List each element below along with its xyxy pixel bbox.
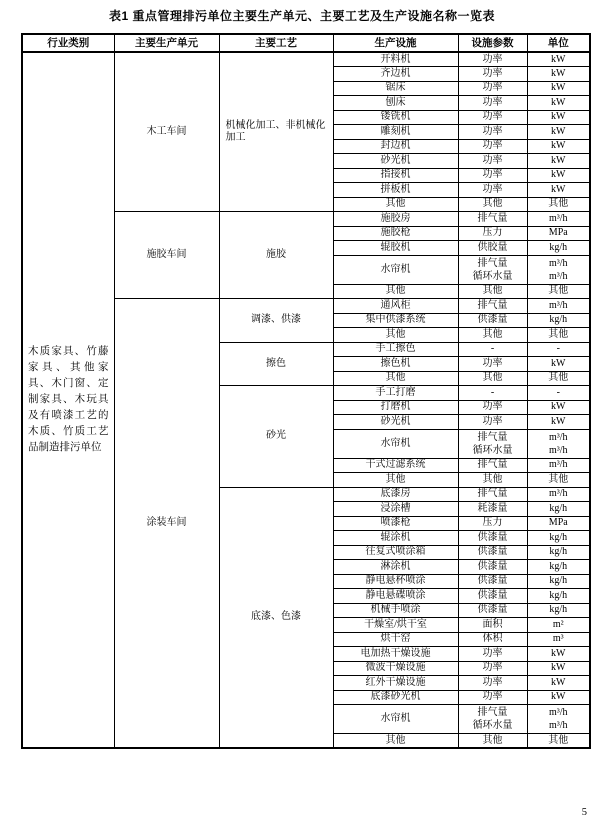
- parameter-cell: 功率: [458, 676, 527, 691]
- parameter-cell: 功率: [458, 357, 527, 372]
- parameter-line: 排气量: [477, 707, 508, 718]
- unit-cell: 其他: [527, 473, 590, 488]
- parameter-cell: 面积: [458, 618, 527, 633]
- unit-cell: kg/h: [527, 531, 590, 546]
- facility-cell: 其他: [333, 328, 458, 343]
- header-facility: 生产设施: [333, 34, 458, 52]
- parameter-cell: -: [458, 386, 527, 401]
- parameter-cell: -: [458, 342, 527, 357]
- unit-cell: kW: [527, 168, 590, 183]
- unit-cell: kW: [527, 154, 590, 169]
- production-unit-cell: 施胶车间: [114, 212, 219, 299]
- unit-cell: 其他: [527, 734, 590, 749]
- facility-cell: 底漆房: [333, 487, 458, 502]
- parameter-cell: 供漆量: [458, 531, 527, 546]
- parameter-cell: 其他: [458, 328, 527, 343]
- unit-cell: kW: [527, 183, 590, 198]
- unit-cell: 其他: [527, 328, 590, 343]
- unit-cell: kg/h: [527, 502, 590, 517]
- process-cell: 底漆、色漆: [219, 487, 333, 748]
- parameter-cell: 排气量: [458, 212, 527, 227]
- facility-cell: 淋涂机: [333, 560, 458, 575]
- facility-cell: 镂铣机: [333, 110, 458, 125]
- parameter-cell: 压力: [458, 226, 527, 241]
- table-row: [22, 52, 590, 67]
- parameter-cell: 功率: [458, 81, 527, 96]
- facility-cell: 水帘机: [333, 429, 458, 458]
- unit-cell: kg/h: [527, 589, 590, 604]
- unit-cell: kg/h: [527, 241, 590, 256]
- facility-cell: 静电悬杯喷涂: [333, 574, 458, 589]
- facility-cell: 擦色机: [333, 357, 458, 372]
- unit-cell: [527, 255, 590, 284]
- parameter-cell: 供漆量: [458, 545, 527, 560]
- facility-cell: 其他: [333, 371, 458, 386]
- unit-cell: kW: [527, 139, 590, 154]
- parameter-line: 循环水量: [472, 270, 513, 282]
- parameter-cell: 其他: [458, 371, 527, 386]
- facility-cell: 水帘机: [333, 255, 458, 284]
- facility-cell: 其他: [333, 734, 458, 749]
- facility-cell: 干式过滤系统: [333, 458, 458, 473]
- facility-cell: 红外干燥设施: [333, 676, 458, 691]
- parameter-cell: 排气量: [458, 299, 527, 314]
- unit-cell: kW: [527, 357, 590, 372]
- facility-cell: 烘干窑: [333, 632, 458, 647]
- parameter-cell: 压力: [458, 516, 527, 531]
- parameter-cell: 功率: [458, 168, 527, 183]
- unit-cell: kg/h: [527, 560, 590, 575]
- parameter-line: 循环水量: [472, 444, 513, 456]
- unit-line: m³/h: [548, 720, 568, 731]
- unit-line: m³/h: [548, 257, 568, 269]
- unit-line: m³/h: [548, 431, 568, 443]
- facility-cell: 集中供漆系统: [333, 313, 458, 328]
- parameter-cell: 其他: [458, 197, 527, 212]
- facility-cell: 打磨机: [333, 400, 458, 415]
- unit-cell: kW: [527, 647, 590, 662]
- facility-cell: 辊涂机: [333, 531, 458, 546]
- facility-cell: 喷漆枪: [333, 516, 458, 531]
- parameter-cell: 功率: [458, 647, 527, 662]
- unit-cell: kg/h: [527, 545, 590, 560]
- unit-cell: kW: [527, 67, 590, 82]
- unit-cell: m³: [527, 632, 590, 647]
- unit-cell: kW: [527, 125, 590, 140]
- facility-cell: 浸涂槽: [333, 502, 458, 517]
- facility-cell: 刨床: [333, 96, 458, 111]
- parameter-cell: 排气量: [458, 487, 527, 502]
- parameter-cell: 功率: [458, 125, 527, 140]
- parameter-cell: 耗漆量: [458, 502, 527, 517]
- unit-cell: -: [527, 342, 590, 357]
- facility-cell: 干燥室/烘干室: [333, 618, 458, 633]
- parameter-line: 排气量: [477, 431, 508, 443]
- process-cell: 施胶: [219, 212, 333, 299]
- header-production-unit: 主要生产单元: [114, 34, 219, 52]
- unit-cell: m²: [527, 618, 590, 633]
- facility-cell: 手工擦色: [333, 342, 458, 357]
- facility-cell: 其他: [333, 473, 458, 488]
- process-cell: 擦色: [219, 342, 333, 386]
- page-title: 表1 重点管理排污单位主要生产单元、主要工艺及生产设施名称一览表: [108, 9, 495, 23]
- parameter-cell: [458, 255, 527, 284]
- parameter-cell: [458, 429, 527, 458]
- process-cell: 机械化加工、非机械化加工: [219, 52, 333, 212]
- unit-cell: kg/h: [527, 574, 590, 589]
- unit-cell: MPa: [527, 516, 590, 531]
- facility-cell: 开料机: [333, 52, 458, 67]
- unit-line: m³/h: [548, 270, 568, 282]
- parameter-cell: 供漆量: [458, 589, 527, 604]
- parameter-cell: 其他: [458, 284, 527, 299]
- parameter-cell: 功率: [458, 96, 527, 111]
- facility-cell: 水帘机: [333, 705, 458, 734]
- parameter-cell: 功率: [458, 183, 527, 198]
- parameter-cell: 功率: [458, 400, 527, 415]
- unit-cell: kW: [527, 81, 590, 96]
- facility-cell: 砂光机: [333, 415, 458, 430]
- parameter-cell: [458, 705, 527, 734]
- unit-cell: kW: [527, 676, 590, 691]
- parameter-cell: 其他: [458, 473, 527, 488]
- unit-cell: kW: [527, 661, 590, 676]
- unit-cell: 其他: [527, 197, 590, 212]
- facility-cell: 通风柜: [333, 299, 458, 314]
- parameter-cell: 功率: [458, 67, 527, 82]
- unit-cell: kg/h: [527, 603, 590, 618]
- parameter-cell: 功率: [458, 661, 527, 676]
- header-parameter: 设施参数: [458, 34, 527, 52]
- process-cell: 砂光: [219, 386, 333, 488]
- unit-cell: 其他: [527, 284, 590, 299]
- process-cell: 调漆、供漆: [219, 299, 333, 343]
- unit-line: m³/h: [548, 707, 568, 718]
- facility-cell: 拼板机: [333, 183, 458, 198]
- industry-cell: 木质家具、竹藤家具、其他家具、木门窗、定制家具、木玩具及有喷漆工艺的木质、竹质工艺品制造排污单位: [22, 52, 114, 748]
- parameter-cell: 供漆量: [458, 603, 527, 618]
- unit-cell: 其他: [527, 371, 590, 386]
- facility-cell: 施胶房: [333, 212, 458, 227]
- unit-cell: kg/h: [527, 313, 590, 328]
- facility-cell: 机械手喷涂: [333, 603, 458, 618]
- parameter-cell: 供漆量: [458, 313, 527, 328]
- parameter-cell: 供漆量: [458, 560, 527, 575]
- parameter-line: 循环水量: [472, 720, 513, 731]
- unit-cell: [527, 429, 590, 458]
- parameter-cell: 其他: [458, 734, 527, 749]
- parameter-cell: 功率: [458, 110, 527, 125]
- parameter-cell: 功率: [458, 690, 527, 705]
- parameter-cell: 排气量: [458, 458, 527, 473]
- unit-cell: m³/h: [527, 212, 590, 227]
- unit-cell: kW: [527, 690, 590, 705]
- facility-cell: 底漆砂光机: [333, 690, 458, 705]
- facility-cell: 锯床: [333, 81, 458, 96]
- unit-cell: -: [527, 386, 590, 401]
- facility-cell: 手工打磨: [333, 386, 458, 401]
- unit-cell: [527, 705, 590, 734]
- facility-cell: 其他: [333, 284, 458, 299]
- header-row: [22, 34, 590, 52]
- unit-cell: kW: [527, 415, 590, 430]
- parameter-cell: 功率: [458, 415, 527, 430]
- facility-cell: 微波干燥设施: [333, 661, 458, 676]
- facility-cell: 往复式喷涂箱: [333, 545, 458, 560]
- production-unit-cell: 木工车间: [114, 52, 219, 212]
- unit-cell: kW: [527, 96, 590, 111]
- unit-cell: kW: [527, 52, 590, 67]
- facility-cell: 雕刻机: [333, 125, 458, 140]
- unit-line: m³/h: [548, 444, 568, 456]
- facility-cell: 齐边机: [333, 67, 458, 82]
- facility-cell: 电加热干燥设施: [333, 647, 458, 662]
- parameter-cell: 供胶量: [458, 241, 527, 256]
- parameter-line: 排气量: [477, 257, 508, 269]
- facility-cell: 辊胶机: [333, 241, 458, 256]
- unit-cell: MPa: [527, 226, 590, 241]
- unit-cell: m³/h: [527, 487, 590, 502]
- parameter-cell: 体积: [458, 632, 527, 647]
- facility-cell: 封边机: [333, 139, 458, 154]
- header-unit: 单位: [527, 34, 590, 52]
- facility-cell: 施胶枪: [333, 226, 458, 241]
- parameter-cell: 功率: [458, 154, 527, 169]
- unit-cell: m³/h: [527, 299, 590, 314]
- facility-cell: 指接机: [333, 168, 458, 183]
- parameter-cell: 功率: [458, 139, 527, 154]
- facility-cell: 其他: [333, 197, 458, 212]
- facility-table: [21, 33, 591, 749]
- parameter-cell: 供漆量: [458, 574, 527, 589]
- unit-cell: m³/h: [527, 458, 590, 473]
- header-process: 主要工艺: [219, 34, 333, 52]
- header-industry: 行业类别: [22, 34, 114, 52]
- parameter-cell: 功率: [458, 52, 527, 67]
- unit-cell: kW: [527, 400, 590, 415]
- production-unit-cell: 涂装车间: [114, 299, 219, 749]
- unit-cell: kW: [527, 110, 590, 125]
- facility-cell: 静电悬碟喷涂: [333, 589, 458, 604]
- facility-cell: 砂光机: [333, 154, 458, 169]
- page-number: 5: [581, 807, 587, 818]
